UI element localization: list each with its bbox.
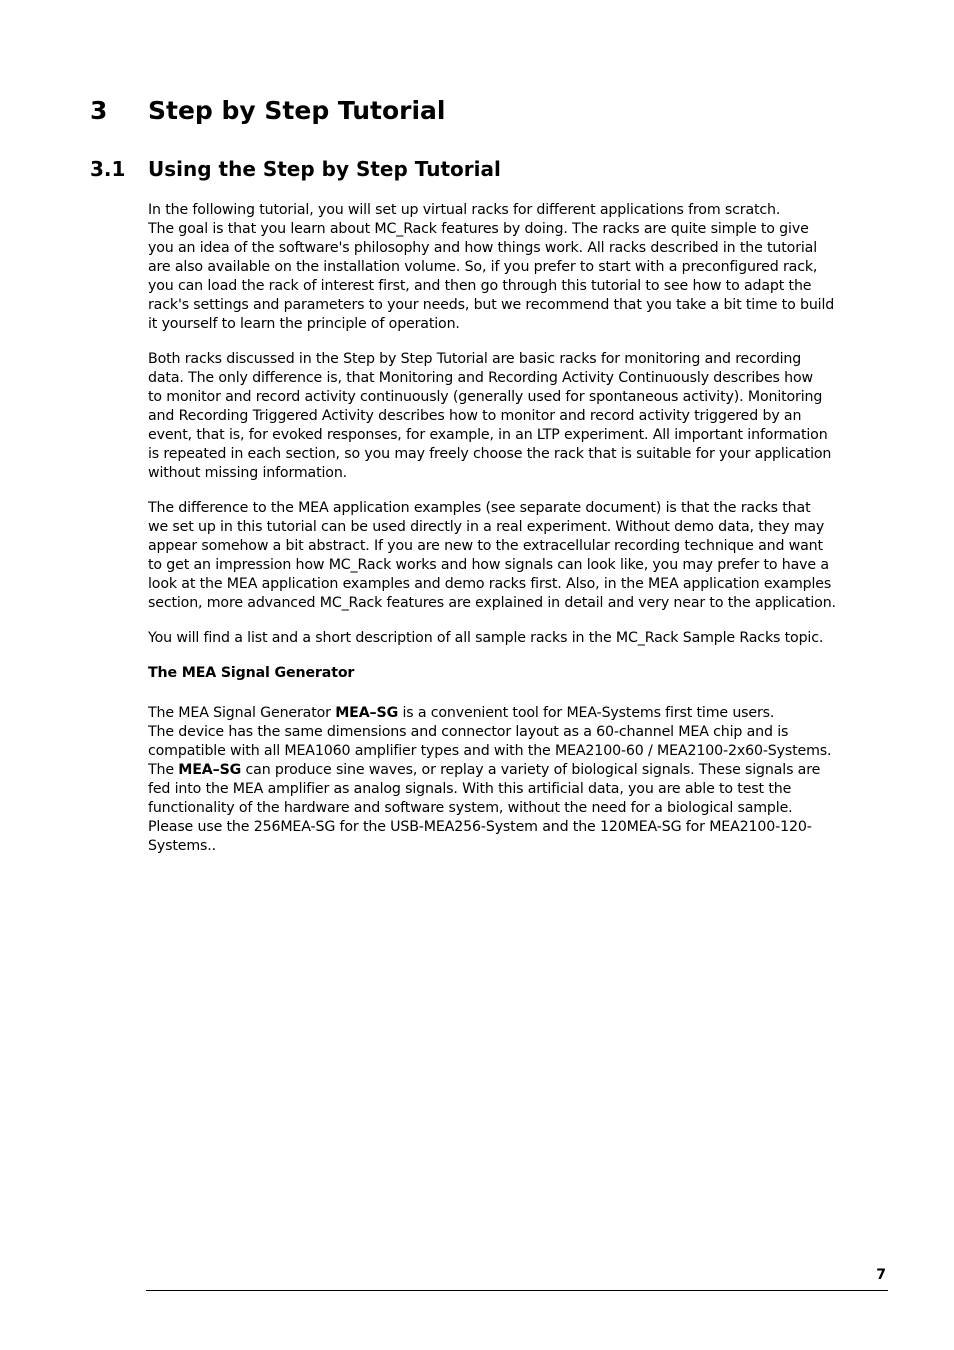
section-title: Using the Step by Step Tutorial (148, 157, 501, 181)
paragraph-racks (148, 350, 886, 483)
text-line: section, more advanced MC_Rack features are explained in detail and very near to the application. (148, 595, 836, 611)
paragraph-intro (148, 201, 886, 334)
paragraph-signal-generator (148, 704, 886, 856)
text-line: The goal is that you learn about MC_Rack features by doing. The racks are quite simple to give (148, 221, 809, 237)
text-fragment: The MEA Signal Generator (148, 705, 336, 721)
section-heading (90, 154, 501, 184)
chapter-number: 3 (90, 96, 108, 125)
text-line: In the following tutorial, you will set up virtual racks for different applications from scratch. (148, 202, 781, 218)
text-line (148, 704, 886, 723)
product-name: MEA–SG (178, 762, 242, 778)
text-line: you an idea of the software's philosophy and how things work. All racks described in the tutorial (148, 240, 818, 256)
paragraph-sample-racks (148, 629, 886, 648)
text-fragment: The (148, 762, 179, 778)
text-fragment: is a convenient tool for MEA-Systems first time users. (398, 705, 775, 721)
chapter-title: Step by Step Tutorial (148, 96, 446, 125)
section-number: 3.1 (90, 157, 126, 181)
text-line: it yourself to learn the principle of operation. (148, 316, 460, 332)
text-line: appear somehow a bit abstract. If you are new to the extracellular recording technique and want (148, 538, 823, 554)
paragraph-difference (148, 499, 886, 613)
text-line: we set up in this tutorial can be used directly in a real experiment. Without demo data, they may (148, 519, 825, 535)
text-line: event, that is, for evoked responses, for example, in an LTP experiment. All important information (148, 427, 828, 443)
product-name: MEA–SG (335, 705, 399, 721)
text-line: functionality of the hardware and software system, without the need for a biological sample. (148, 800, 793, 816)
subheading-signal-generator: The MEA Signal Generator (148, 665, 355, 681)
text-line: and Recording Triggered Activity describes how to monitor and record activity triggered by an (148, 408, 802, 424)
text-line: rack's settings and parameters to your needs, but we recommend that you take a bit time to build (148, 297, 835, 313)
body-text (148, 201, 886, 872)
text-line: Both racks discussed in the Step by Step Tutorial are basic racks for monitoring and recording (148, 351, 802, 367)
text-line: Please use the 256MEA-SG for the USB-MEA256-System and the 120MEA-SG for MEA2100-120- (148, 819, 812, 835)
text-line: you can load the rack of interest first, and then go through this tutorial to see how to adapt the (148, 278, 812, 294)
text-line: to monitor and record activity continuously (generally used for spontaneous activity). Monitoring (148, 389, 823, 405)
text-fragment: can produce sine waves, or replay a variety of biological signals. These signals are (241, 762, 821, 778)
text-line: fed into the MEA amplifier as analog signals. With this artificial data, you are able to test the (148, 781, 792, 797)
text-line: The difference to the MEA application examples (see separate document) is that the racks that (148, 500, 811, 516)
text-line: look at the MEA application examples and demo racks first. Also, in the MEA application examples (148, 576, 832, 592)
text-line: You will find a list and a short description of all sample racks in the MC_Rack Sample Racks topic. (148, 630, 824, 646)
footer-divider (146, 1290, 888, 1291)
text-line: is repeated in each section, so you may freely choose the rack that is suitable for your application (148, 446, 832, 462)
page-number: 7 (876, 1267, 886, 1283)
text-line: The device has the same dimensions and connector layout as a 60-channel MEA chip and is (148, 724, 789, 740)
chapter-heading (90, 92, 446, 130)
text-line: are also available on the installation volume. So, if you prefer to start with a preconfigured rack, (148, 259, 818, 275)
text-line (148, 761, 886, 780)
text-line: compatible with all MEA1060 amplifier types and with the MEA2100-60 / MEA2100-2x60-Systems. (148, 743, 832, 759)
text-line: to get an impression how MC_Rack works and how signals can look like, you may prefer to have a (148, 557, 829, 573)
text-line: data. The only difference is, that Monitoring and Recording Activity Continuously describes how (148, 370, 813, 386)
text-line: without missing information. (148, 465, 348, 481)
text-line: Systems.. (148, 838, 216, 854)
